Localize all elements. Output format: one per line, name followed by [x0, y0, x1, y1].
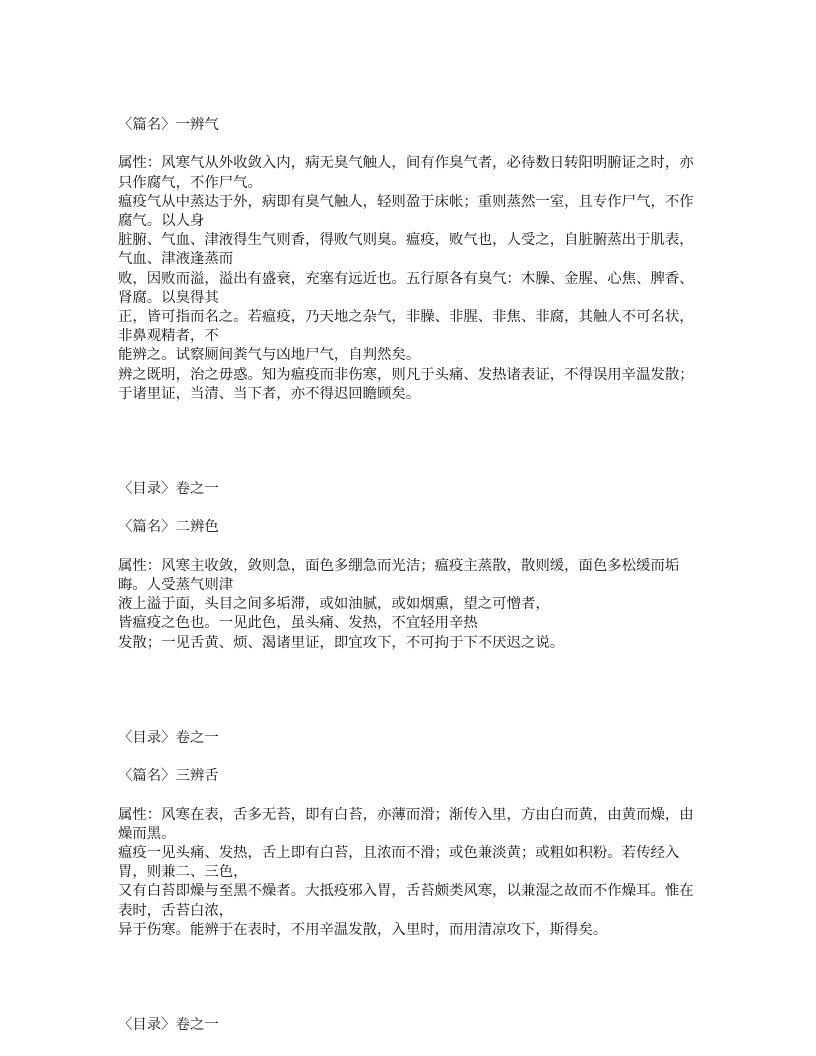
body-line: 瘟疫气从中蒸达于外，病即有臭气触人，轻则盈于床帐；重则蒸然一室，且专作尸气，不作腐气。以人身: [118, 193, 694, 229]
section-bian-she: [118, 729, 698, 940]
section-body: [118, 557, 698, 653]
catalog-label: 〈目录〉卷之一: [118, 481, 219, 498]
catalog-label: 〈目录〉卷之一: [118, 1017, 219, 1034]
section-bian-se: [118, 480, 698, 653]
body-line: 辨之既明，治之毋惑。知为瘟疫而非伤寒，则凡于头痛、发热诸表证，不得误用辛温发散；于诸里证，当清、当下者，亦不得迟回瞻顾矣。: [118, 366, 694, 402]
section-title: 〈篇名〉三辨舌: [118, 768, 219, 785]
body-line: 脏腑、气血、津液得生气则香，得败气则臭。瘟疫，败气也，人受之，自脏腑蒸出于肌表，气血、津液逢蒸而: [118, 232, 694, 268]
section-body: [118, 806, 698, 940]
section-title: 〈篇名〉二辨色: [118, 519, 219, 536]
body-line: 败，因败而溢，溢出有盛衰，充塞有远近也。五行原各有臭气：木臊、金腥、心焦、脾香、肾腐。以臭得其: [118, 270, 694, 306]
section-title: 〈篇名〉一辨气: [118, 117, 219, 133]
catalog-label: 〈目录〉卷之一: [118, 729, 219, 746]
body-line: 异于伤寒。能辨于在表时，不用辛温发散，入里时，而用清凉攻下，斯得矣。: [118, 921, 608, 938]
body-line: 属性：风寒在表，舌多无苔，即有白苔，亦薄而滑；渐传入里，方由白而黄，由黄而燥，由燥而黑。: [118, 806, 694, 842]
document-page: [118, 116, 698, 1035]
body-line: 又有白苔即燥与至黑不燥者。大抵疫邪入胃，舌苔颇类风寒，以兼湿之故而不作燥耳。惟在表时，舌苔白浓，: [118, 883, 694, 919]
body-line: 正，皆可指而名之。若瘟疫，乃天地之杂气，非臊、非腥、非焦、非腐，其触人不可名状，非鼻观精者，不: [118, 309, 694, 345]
body-line: 属性：风寒主收敛，敛则急，面色多绷急而光洁；瘟疫主蒸散，散则缓，面色多松缓而垢晦。人受蒸气则津: [118, 557, 680, 594]
body-line: 瘟疫一见头痛、发热，舌上即有白苔，且浓而不滑；或色兼淡黄；或粗如积粉。若传经入胃，则兼二、三色，: [118, 845, 680, 881]
section-body: [118, 154, 698, 404]
body-line: 能辨之。试察厕间粪气与凶地尸气，自判然矣。: [118, 347, 421, 364]
body-line: 液上溢于面，头目之间多垢滞，或如油腻，或如烟熏，望之可憎者，: [118, 596, 550, 613]
body-line: 皆瘟疫之色也。一见此色，虽头痛、发热，不宜轻用辛热: [118, 615, 478, 632]
body-line: 发散；一见舌黄、烦、渴诸里证，即宜攻下，不可拘于下不厌迟之说。: [118, 634, 565, 651]
body-line: 属性：风寒气从外收敛入内，病无臭气触人，间有作臭气者，必待数日转阳明腑证之时，亦只作腐气，不作尸气。: [118, 155, 694, 191]
section-bian-qi: [118, 116, 698, 404]
